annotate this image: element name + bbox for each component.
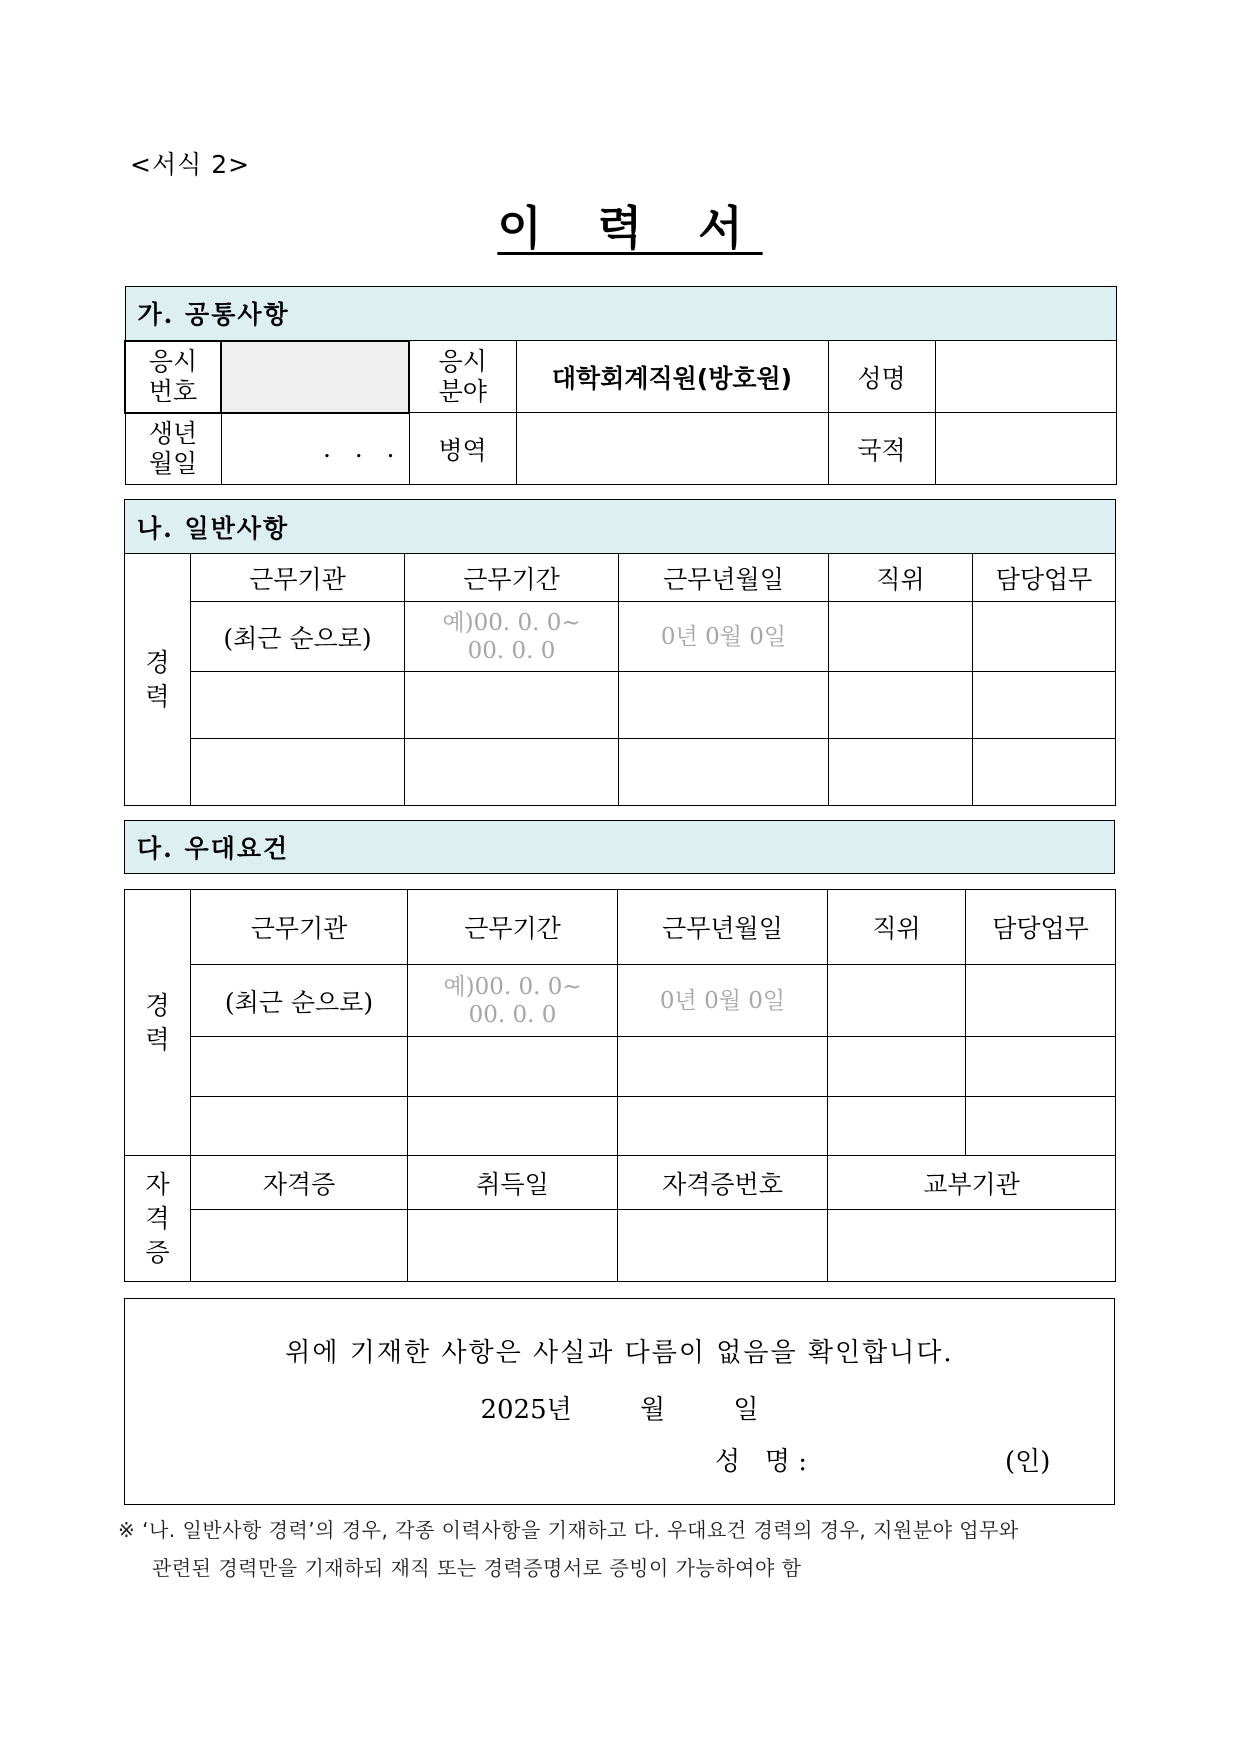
military-label: 병역 <box>409 413 516 485</box>
footnote-line-2: 관련된 경력만을 기재하되 재직 또는 경력증명서로 증빙이 가능하여야 함 <box>152 1556 802 1580</box>
career-period-field[interactable] <box>405 739 619 806</box>
cert-col-header-number: 자격증번호 <box>618 1156 828 1210</box>
cert-col-header-name: 자격증 <box>191 1156 408 1210</box>
career-org-field[interactable] <box>191 739 405 806</box>
career-position-field[interactable] <box>829 672 973 739</box>
pref-career-period-hint[interactable]: 예)00. 0. 0~ 00. 0. 0 <box>408 965 618 1037</box>
cert-number-field[interactable] <box>618 1210 828 1282</box>
pref-col-header-organization: 근무기관 <box>191 890 408 965</box>
pref-col-header-position: 직위 <box>828 890 966 965</box>
footnote-line-1: ※ ‘나. 일반사항 경력’의 경우, 각종 이력사항을 기재하고 다. 우대요건 경력의 경우, 지원분야 업무와 <box>118 1518 1019 1542</box>
career-org-hint[interactable]: (최근 순으로) <box>191 602 405 672</box>
pref-col-header-duties: 담당업무 <box>966 890 1116 965</box>
document-title: 이 력 서 <box>497 201 763 255</box>
cert-issuer-field[interactable] <box>828 1210 1116 1282</box>
section-a-header: 가. 공통사항 <box>125 287 1116 341</box>
general-career-table <box>124 499 1116 806</box>
career-duration-field[interactable] <box>619 672 829 739</box>
pref-career-duration-hint[interactable]: 0년 0월 0일 <box>618 965 828 1037</box>
pref-career-period-field[interactable] <box>408 1037 618 1097</box>
career-position-field[interactable] <box>829 602 973 672</box>
career-duties-field[interactable] <box>973 739 1116 806</box>
preference-career-table <box>124 889 1116 1282</box>
certificate-side-label: 자 격 증 <box>125 1156 191 1282</box>
common-info-table <box>124 286 1117 485</box>
section-b-header: 나. 일반사항 <box>125 500 1116 554</box>
preference-header-table <box>124 820 1115 874</box>
seal-mark[interactable]: (인) <box>1005 1447 1051 1477</box>
career-period-hint[interactable]: 예)00. 0. 0~ 00. 0. 0 <box>405 602 619 672</box>
cert-col-header-date: 취득일 <box>408 1156 618 1210</box>
pref-career-position-field[interactable] <box>828 1037 966 1097</box>
form-number-label: <서식 2> <box>130 150 251 179</box>
pref-career-side-label: 경 력 <box>125 890 191 1156</box>
col-header-duties: 담당업무 <box>973 554 1116 602</box>
pref-career-duties-field[interactable] <box>966 965 1116 1037</box>
pref-col-header-duration: 근무년월일 <box>618 890 828 965</box>
declaration-box <box>124 1298 1115 1505</box>
cert-name-field[interactable] <box>191 1210 408 1282</box>
nationality-field[interactable] <box>935 413 1116 485</box>
pref-career-org-field[interactable] <box>191 1037 408 1097</box>
career-duties-field[interactable] <box>973 672 1116 739</box>
birth-date-field[interactable]: . . . <box>221 413 409 485</box>
pref-career-org-hint[interactable]: (최근 순으로) <box>191 965 408 1037</box>
col-header-period: 근무기간 <box>405 554 619 602</box>
document-title-wrap <box>0 192 1240 258</box>
col-header-duration: 근무년월일 <box>619 554 829 602</box>
pref-career-position-field[interactable] <box>828 1097 966 1156</box>
military-field[interactable] <box>516 413 828 485</box>
pref-career-duration-field[interactable] <box>618 1037 828 1097</box>
application-field-value: 대학회계직원(방호원) <box>516 341 828 413</box>
declaration-statement: 위에 기재한 사항은 사실과 다름이 없음을 확인합니다. <box>285 1338 954 1368</box>
career-duration-hint[interactable]: 0년 0월 0일 <box>619 602 829 672</box>
signature-label: 성 명 : <box>715 1447 808 1477</box>
career-duties-field[interactable] <box>973 602 1116 672</box>
exam-number-field[interactable] <box>221 341 409 413</box>
application-field-label: 응시 분야 <box>409 341 516 413</box>
cert-date-field[interactable] <box>408 1210 618 1282</box>
pref-col-header-period: 근무기간 <box>408 890 618 965</box>
career-position-field[interactable] <box>829 739 973 806</box>
career-period-field[interactable] <box>405 672 619 739</box>
declaration-date[interactable]: 2025년 월 일 <box>480 1395 759 1425</box>
name-label: 성명 <box>828 341 935 413</box>
career-duration-field[interactable] <box>619 739 829 806</box>
pref-career-duties-field[interactable] <box>966 1097 1116 1156</box>
section-c-header: 다. 우대요건 <box>125 821 1115 874</box>
pref-career-period-field[interactable] <box>408 1097 618 1156</box>
col-header-position: 직위 <box>829 554 973 602</box>
birth-date-label: 생년 월일 <box>125 413 221 485</box>
pref-career-duties-field[interactable] <box>966 1037 1116 1097</box>
pref-career-org-field[interactable] <box>191 1097 408 1156</box>
nationality-label: 국적 <box>828 413 935 485</box>
col-header-organization: 근무기관 <box>191 554 405 602</box>
career-org-field[interactable] <box>191 672 405 739</box>
pref-career-duration-field[interactable] <box>618 1097 828 1156</box>
name-field[interactable] <box>935 341 1116 413</box>
career-side-label: 경 력 <box>125 554 191 806</box>
pref-career-position-field[interactable] <box>828 965 966 1037</box>
cert-col-header-issuer: 교부기관 <box>828 1156 1116 1210</box>
exam-number-label: 응시 번호 <box>125 341 221 413</box>
